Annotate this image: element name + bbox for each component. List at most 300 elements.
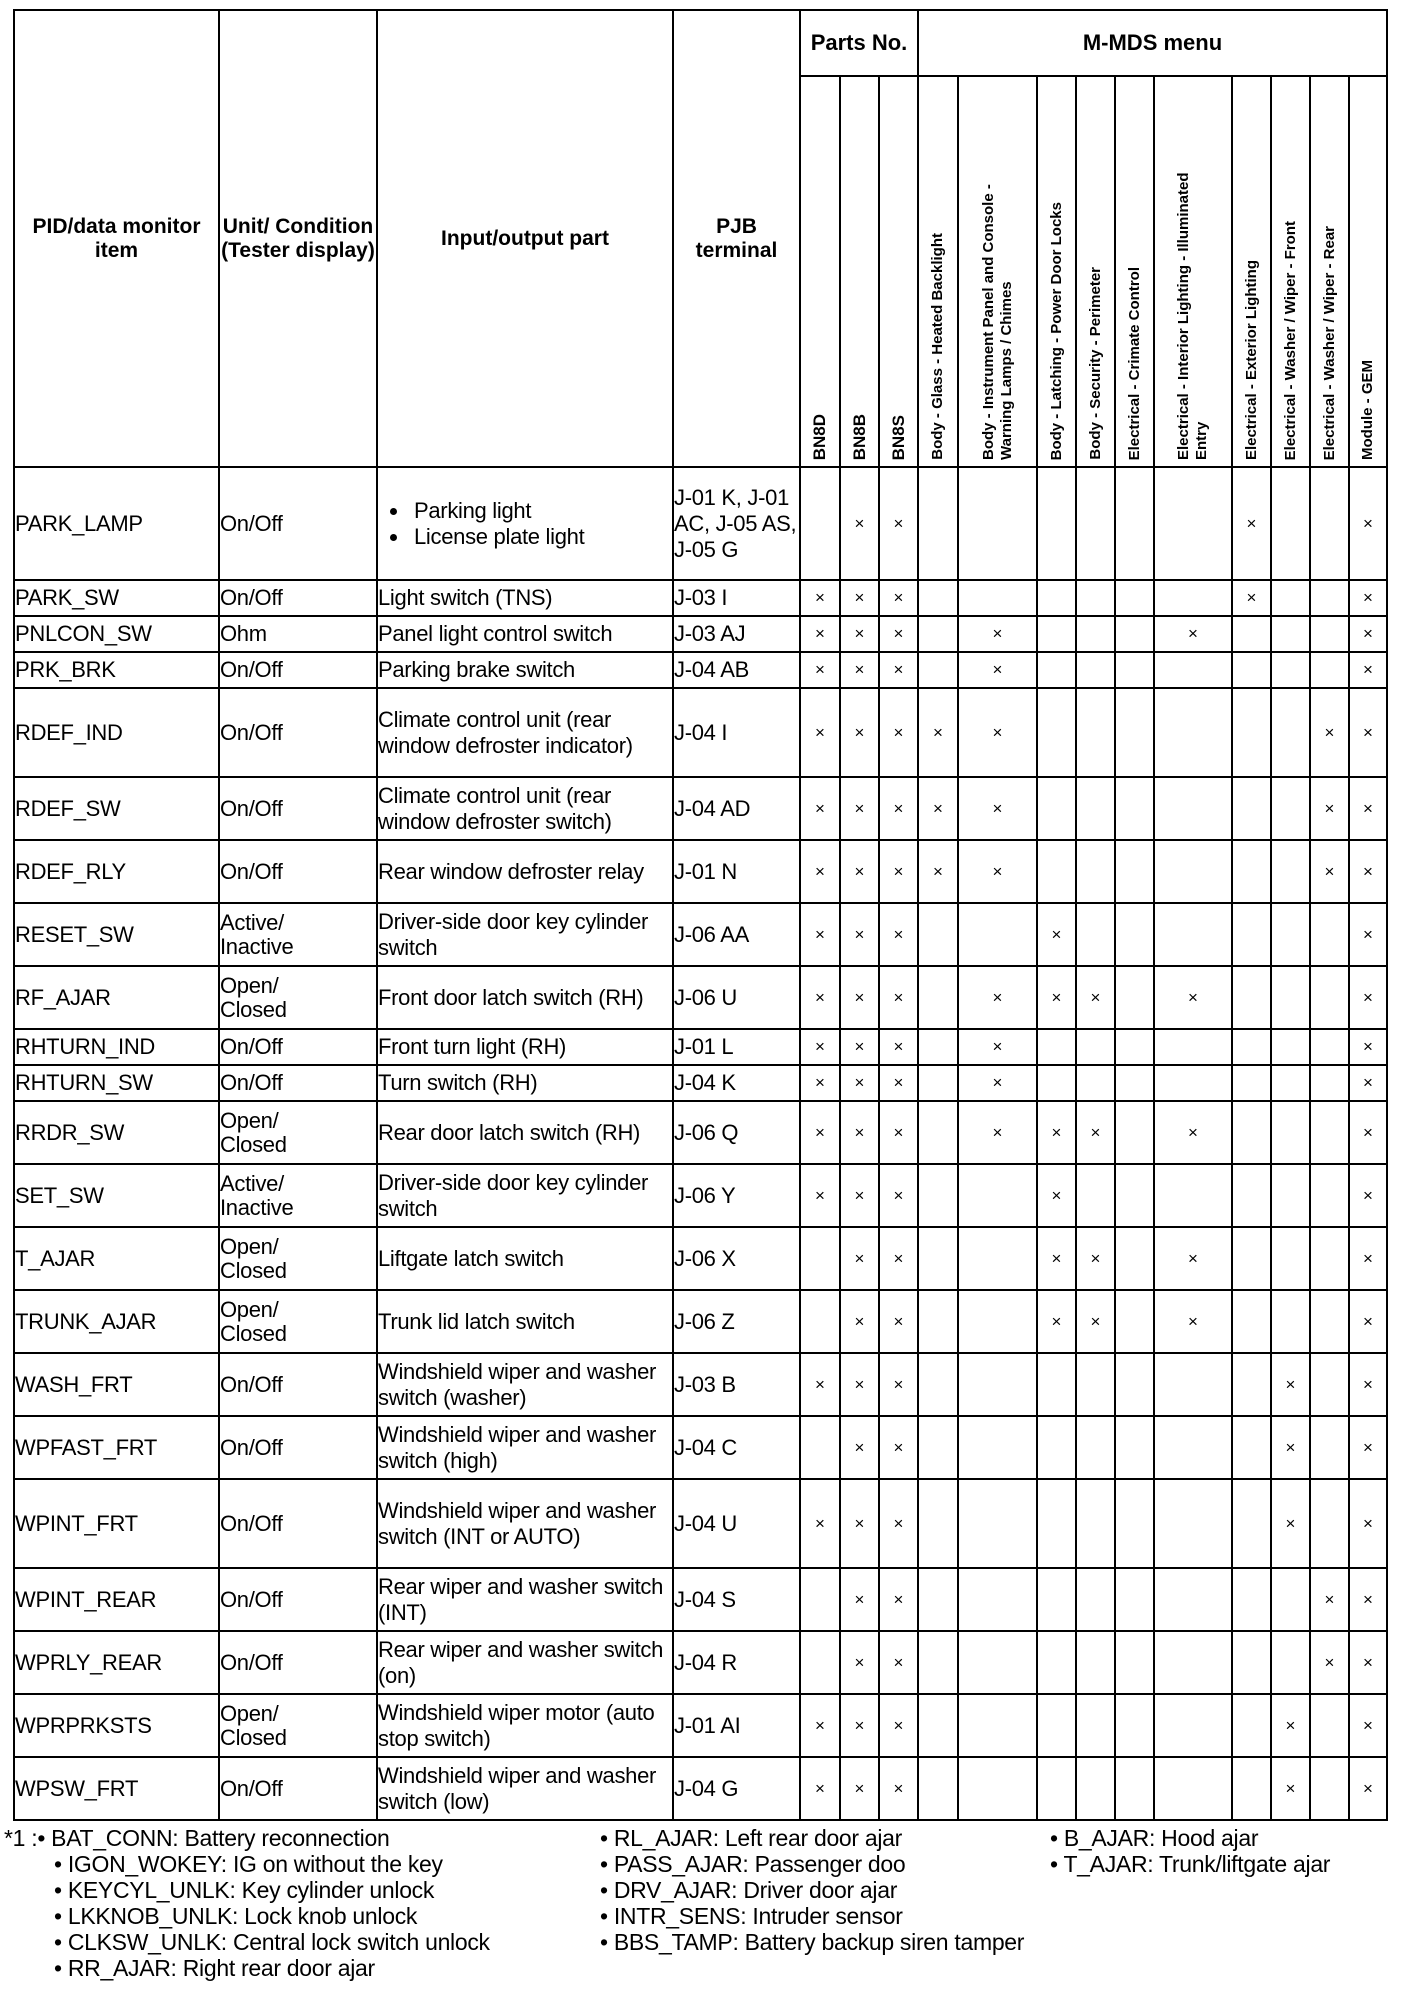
empty-cell (1232, 1568, 1271, 1631)
col-header-pid: PID/data monitor item (14, 10, 219, 467)
cell-part (377, 1694, 673, 1757)
part-text: Liftgate latch switch (378, 1245, 564, 1271)
table-row (14, 1065, 1387, 1101)
empty-cell (1076, 1416, 1115, 1479)
empty-cell (958, 467, 1037, 580)
cell-pjb: J-06 Q (673, 1101, 800, 1164)
mark-x-icon: × (800, 966, 840, 1029)
empty-cell (1310, 903, 1349, 966)
empty-cell (1115, 966, 1154, 1029)
cell-pjb: J-04 U (673, 1479, 800, 1568)
cell-part (377, 1290, 673, 1353)
pid-monitor-table-page (13, 9, 1388, 1821)
empty-cell (1232, 777, 1271, 840)
empty-cell (1115, 1164, 1154, 1227)
empty-cell (1115, 580, 1154, 616)
empty-cell (1076, 1631, 1115, 1694)
bullet-icon: • (54, 1851, 68, 1877)
cell-unit: Open/ Closed (219, 1290, 377, 1353)
mark-x-icon: × (879, 652, 918, 688)
cell-part (377, 1164, 673, 1227)
cell-pid: WPINT_REAR (14, 1568, 219, 1631)
empty-cell (1076, 616, 1115, 652)
empty-cell (1232, 1290, 1271, 1353)
mark-x-icon: × (879, 467, 918, 580)
cell-pjb: J-01 K, J-01 AC, J-05 AS, J-05 G (673, 467, 800, 580)
empty-cell (958, 1290, 1037, 1353)
cell-pid: RESET_SW (14, 903, 219, 966)
mark-x-icon: × (800, 616, 840, 652)
mark-x-icon: × (1154, 1101, 1232, 1164)
col-header-unit: Unit/ Condition (Tester display) (219, 10, 377, 467)
empty-cell (1076, 580, 1115, 616)
cell-unit: On/Off (219, 777, 377, 840)
cell-unit: On/Off (219, 467, 377, 580)
empty-cell (918, 1416, 958, 1479)
mark-x-icon: × (879, 616, 918, 652)
empty-cell (1076, 777, 1115, 840)
mark-x-icon: × (840, 1164, 879, 1227)
mark-x-icon: × (1154, 616, 1232, 652)
empty-cell (1115, 1757, 1154, 1820)
cell-pjb: J-03 AJ (673, 616, 800, 652)
empty-cell (1154, 467, 1232, 580)
empty-cell (1310, 1101, 1349, 1164)
empty-cell (1154, 840, 1232, 903)
empty-cell (1115, 652, 1154, 688)
mark-x-icon: × (879, 1631, 918, 1694)
empty-cell (1271, 1568, 1310, 1631)
empty-cell (918, 1164, 958, 1227)
cell-part (377, 616, 673, 652)
empty-cell (1154, 1568, 1232, 1631)
mark-x-icon: × (1232, 580, 1271, 616)
empty-cell (1154, 1065, 1232, 1101)
part-text: Windshield wiper motor (auto stop switch) (378, 1699, 655, 1751)
table-row (14, 1353, 1387, 1416)
cell-unit: Open/ Closed (219, 966, 377, 1029)
cell-part (377, 1353, 673, 1416)
empty-cell (1037, 1416, 1076, 1479)
table-row (14, 1101, 1387, 1164)
bullet-icon: • (1050, 1825, 1064, 1851)
empty-cell (1310, 467, 1349, 580)
empty-cell (1076, 467, 1115, 580)
mark-x-icon: × (800, 688, 840, 777)
cell-part (377, 840, 673, 903)
empty-cell (1310, 1227, 1349, 1290)
mark-x-icon: × (800, 652, 840, 688)
empty-cell (1154, 1631, 1232, 1694)
empty-cell (1232, 840, 1271, 903)
table-body (14, 467, 1387, 1820)
mark-x-icon: × (958, 1065, 1037, 1101)
mark-x-icon: × (800, 840, 840, 903)
mark-x-icon: × (958, 688, 1037, 777)
empty-cell (1037, 652, 1076, 688)
mark-x-icon: × (1349, 840, 1387, 903)
cell-unit: Open/ Closed (219, 1101, 377, 1164)
empty-cell (958, 1631, 1037, 1694)
mark-x-icon: × (1271, 1694, 1310, 1757)
empty-cell (958, 1416, 1037, 1479)
mark-x-icon: × (958, 777, 1037, 840)
cell-pid: RF_AJAR (14, 966, 219, 1029)
cell-unit: Active/ Inactive (219, 1164, 377, 1227)
cell-pid: RDEF_SW (14, 777, 219, 840)
empty-cell (1232, 1694, 1271, 1757)
empty-cell (1271, 777, 1310, 840)
mark-x-icon: × (1310, 1631, 1349, 1694)
mark-x-icon: × (800, 1164, 840, 1227)
part-text: Climate control unit (rear window defroster switch) (378, 782, 612, 834)
col-header-label: Electrical - Interior Lighting - Illuminated Entry (1175, 172, 1210, 460)
empty-cell (1310, 580, 1349, 616)
empty-cell (1310, 966, 1349, 1029)
cell-pid: WPSW_FRT (14, 1757, 219, 1820)
mark-x-icon: × (1349, 580, 1387, 616)
mark-x-icon: × (800, 1065, 840, 1101)
empty-cell (1271, 1227, 1310, 1290)
mark-x-icon: × (840, 580, 879, 616)
mark-x-icon: × (840, 777, 879, 840)
bullet-icon: • (600, 1851, 614, 1877)
empty-cell (918, 1479, 958, 1568)
cell-pid: PRK_BRK (14, 652, 219, 688)
empty-cell (1115, 1065, 1154, 1101)
mark-x-icon: × (1310, 840, 1349, 903)
col-header-label: Body - Latching - Power Door Locks (1047, 201, 1065, 460)
mark-x-icon: × (840, 1227, 879, 1290)
empty-cell (1115, 1416, 1154, 1479)
bullet-icon: • (54, 1903, 68, 1929)
cell-pid: PARK_LAMP (14, 467, 219, 580)
bullet-icon: • (54, 1955, 68, 1981)
mark-x-icon: × (1349, 777, 1387, 840)
part-text: Turn switch (RH) (378, 1070, 538, 1095)
mark-x-icon: × (1349, 616, 1387, 652)
empty-cell (958, 1227, 1037, 1290)
mark-x-icon: × (879, 1065, 918, 1101)
footnote-item: CLKSW_UNLK: Central lock switch unlock (67, 1929, 490, 1955)
cell-pjb: J-06 Z (673, 1290, 800, 1353)
col-header-mmds-8 (1310, 76, 1349, 467)
empty-cell (918, 467, 958, 580)
empty-cell (1154, 777, 1232, 840)
empty-cell (1271, 966, 1310, 1029)
mark-x-icon: × (879, 688, 918, 777)
empty-cell (1232, 1416, 1271, 1479)
cell-pjb: J-04 C (673, 1416, 800, 1479)
col-header-parts-no-2 (879, 76, 918, 467)
mark-x-icon: × (1037, 903, 1076, 966)
cell-unit: On/Off (219, 840, 377, 903)
table-row (14, 1290, 1387, 1353)
mark-x-icon: × (1310, 777, 1349, 840)
col-header-label: Electrical - Washer / Wiper - Front (1281, 220, 1299, 460)
empty-cell (1154, 1757, 1232, 1820)
empty-cell (1037, 777, 1076, 840)
empty-cell (1232, 903, 1271, 966)
empty-cell (958, 1757, 1037, 1820)
mark-x-icon: × (958, 616, 1037, 652)
empty-cell (1232, 1065, 1271, 1101)
mark-x-icon: × (879, 1029, 918, 1065)
empty-cell (1271, 580, 1310, 616)
empty-cell (918, 1631, 958, 1694)
cell-part (377, 1227, 673, 1290)
empty-cell (1154, 688, 1232, 777)
table-row (14, 1694, 1387, 1757)
cell-unit: Ohm (219, 616, 377, 652)
mark-x-icon: × (800, 1353, 840, 1416)
col-header-label: Body - Glass - Heated Backlight (929, 233, 946, 460)
col-header-label: Electrical - Crimate Control (1125, 266, 1143, 460)
mark-x-icon: × (1037, 1101, 1076, 1164)
col-header-parts-no-0 (800, 76, 840, 467)
footnote-item: IGON_WOKEY: IG on without the key (67, 1851, 443, 1877)
empty-cell (918, 616, 958, 652)
col-header-mmds-3 (1076, 76, 1115, 467)
empty-cell (1310, 1694, 1349, 1757)
part-list (378, 498, 672, 550)
mark-x-icon: × (840, 1029, 879, 1065)
cell-pjb: J-04 S (673, 1568, 800, 1631)
empty-cell (1310, 1290, 1349, 1353)
cell-pid: T_AJAR (14, 1227, 219, 1290)
empty-cell (1115, 616, 1154, 652)
col-header-pjb: PJB terminal (673, 10, 800, 467)
part-text: Rear wiper and washer switch (on) (378, 1636, 664, 1688)
cell-pid: WASH_FRT (14, 1353, 219, 1416)
mark-x-icon: × (1349, 1101, 1387, 1164)
mark-x-icon: × (840, 1416, 879, 1479)
footnote-item: B_AJAR: Hood ajar (1063, 1825, 1259, 1851)
col-header-mmds-9 (1349, 76, 1387, 467)
col-header-label: Module - GEM (1359, 360, 1376, 460)
part-text: Rear door latch switch (RH) (378, 1119, 641, 1145)
mark-x-icon: × (1037, 1227, 1076, 1290)
mark-x-icon: × (879, 1416, 918, 1479)
col-header-mmds-2 (1037, 76, 1076, 467)
mark-x-icon: × (1076, 1227, 1115, 1290)
empty-cell (1076, 1065, 1115, 1101)
empty-cell (1037, 1029, 1076, 1065)
empty-cell (1076, 1164, 1115, 1227)
cell-pid: RDEF_IND (14, 688, 219, 777)
empty-cell (1037, 1479, 1076, 1568)
cell-part (377, 777, 673, 840)
footnote-col-1 (4, 1825, 490, 1981)
mark-x-icon: × (879, 1164, 918, 1227)
empty-cell (1037, 580, 1076, 616)
part-text: Parking brake switch (378, 657, 575, 682)
col-header-mmds-6 (1232, 76, 1271, 467)
table-row (14, 777, 1387, 840)
mark-x-icon: × (1154, 1227, 1232, 1290)
empty-cell (1232, 1631, 1271, 1694)
empty-cell (1271, 688, 1310, 777)
mark-x-icon: × (879, 1479, 918, 1568)
empty-cell (1154, 580, 1232, 616)
mark-x-icon: × (1076, 1101, 1115, 1164)
cell-pjb: J-04 R (673, 1631, 800, 1694)
empty-cell (1037, 1353, 1076, 1416)
empty-cell (918, 1290, 958, 1353)
cell-part (377, 903, 673, 966)
empty-cell (800, 1290, 840, 1353)
cell-unit: Open/ Closed (219, 1227, 377, 1290)
empty-cell (1076, 903, 1115, 966)
cell-pjb: J-04 AB (673, 652, 800, 688)
table-row (14, 1164, 1387, 1227)
footnote-item: INTR_SENS: Intruder sensor (613, 1903, 903, 1929)
cell-pid: WPRLY_REAR (14, 1631, 219, 1694)
mark-x-icon: × (879, 1568, 918, 1631)
mark-x-icon: × (800, 1101, 840, 1164)
cell-part (377, 1757, 673, 1820)
empty-cell (1115, 467, 1154, 580)
empty-cell (1076, 652, 1115, 688)
footnote-item: BAT_CONN: Battery reconnection (51, 1825, 390, 1851)
cell-pid: WPFAST_FRT (14, 1416, 219, 1479)
empty-cell (1232, 1164, 1271, 1227)
footnote-col-3 (1050, 1825, 1330, 1877)
mark-x-icon: × (800, 1029, 840, 1065)
empty-cell (958, 1694, 1037, 1757)
table-row (14, 1757, 1387, 1820)
empty-cell (1037, 1631, 1076, 1694)
empty-cell (1232, 616, 1271, 652)
bullet-icon: • (600, 1877, 614, 1903)
table-row (14, 1227, 1387, 1290)
empty-cell (1271, 1065, 1310, 1101)
cell-pjb: J-06 X (673, 1227, 800, 1290)
cell-pid: SET_SW (14, 1164, 219, 1227)
mark-x-icon: × (800, 1479, 840, 1568)
mark-x-icon: × (958, 1101, 1037, 1164)
mark-x-icon: × (1037, 1164, 1076, 1227)
empty-cell (1115, 1479, 1154, 1568)
cell-part (377, 1065, 673, 1101)
cell-unit: On/Off (219, 652, 377, 688)
footnote-item: RL_AJAR: Left rear door ajar (613, 1825, 903, 1851)
col-header-label: BN8S (888, 414, 908, 460)
part-text: Climate control unit (rear window defroster indicator) (378, 706, 633, 758)
empty-cell (800, 1416, 840, 1479)
cell-part (377, 580, 673, 616)
empty-cell (1037, 1065, 1076, 1101)
mark-x-icon: × (840, 1101, 879, 1164)
cell-part (377, 1416, 673, 1479)
mark-x-icon: × (1349, 1757, 1387, 1820)
empty-cell (1154, 652, 1232, 688)
part-text: Front door latch switch (RH) (378, 984, 644, 1010)
mark-x-icon: × (879, 840, 918, 903)
cell-unit: Open/ Closed (219, 1694, 377, 1757)
empty-cell (958, 1568, 1037, 1631)
mark-x-icon: × (879, 580, 918, 616)
cell-unit: On/Off (219, 1568, 377, 1631)
cell-pid: WPRPRKSTS (14, 1694, 219, 1757)
empty-cell (1310, 1757, 1349, 1820)
table-row (14, 1479, 1387, 1568)
col-header-label: Electrical - Washer / Wiper - Rear (1320, 225, 1338, 460)
footnote-marker: *1 : (4, 1825, 38, 1851)
mark-x-icon: × (879, 1353, 918, 1416)
mark-x-icon: × (800, 903, 840, 966)
mark-x-icon: × (1349, 1568, 1387, 1631)
empty-cell (1271, 840, 1310, 903)
mark-x-icon: × (1349, 1164, 1387, 1227)
cell-pjb: J-04 K (673, 1065, 800, 1101)
empty-cell (918, 580, 958, 616)
empty-cell (918, 966, 958, 1029)
mark-x-icon: × (1349, 1029, 1387, 1065)
cell-pid: TRUNK_AJAR (14, 1290, 219, 1353)
mark-x-icon: × (1349, 1694, 1387, 1757)
mark-x-icon: × (840, 1353, 879, 1416)
empty-cell (1232, 688, 1271, 777)
mark-x-icon: × (879, 966, 918, 1029)
empty-cell (1154, 1694, 1232, 1757)
mark-x-icon: × (840, 1479, 879, 1568)
empty-cell (1310, 1479, 1349, 1568)
empty-cell (1154, 1029, 1232, 1065)
col-header-mmds-menu: M-MDS menu (918, 10, 1387, 76)
mark-x-icon: × (840, 1065, 879, 1101)
empty-cell (918, 1694, 958, 1757)
empty-cell (1310, 1065, 1349, 1101)
mark-x-icon: × (800, 1694, 840, 1757)
cell-pjb: J-06 U (673, 966, 800, 1029)
mark-x-icon: × (1037, 966, 1076, 1029)
empty-cell (1115, 1694, 1154, 1757)
mark-x-icon: × (879, 1101, 918, 1164)
bullet-icon: • (600, 1929, 614, 1955)
mark-x-icon: × (1310, 688, 1349, 777)
empty-cell (918, 1568, 958, 1631)
cell-part (377, 688, 673, 777)
part-text: Windshield wiper and washer switch (INT or AUTO) (378, 1497, 657, 1549)
empty-cell (1232, 1479, 1271, 1568)
mark-x-icon: × (1349, 688, 1387, 777)
footnote-item: T_AJAR: Trunk/liftgate ajar (1063, 1851, 1331, 1877)
mark-x-icon: × (1271, 1757, 1310, 1820)
mark-x-icon: × (1232, 467, 1271, 580)
mark-x-icon: × (1349, 1353, 1387, 1416)
empty-cell (1076, 1568, 1115, 1631)
part-text: Driver-side door key cylinder switch (378, 908, 649, 960)
col-header-mmds-7 (1271, 76, 1310, 467)
empty-cell (1232, 1353, 1271, 1416)
mark-x-icon: × (840, 903, 879, 966)
empty-cell (800, 1631, 840, 1694)
cell-pjb: J-04 AD (673, 777, 800, 840)
empty-cell (1037, 840, 1076, 903)
mark-x-icon: × (1076, 1290, 1115, 1353)
empty-cell (958, 1164, 1037, 1227)
mark-x-icon: × (1271, 1353, 1310, 1416)
mark-x-icon: × (1271, 1416, 1310, 1479)
mark-x-icon: × (1349, 966, 1387, 1029)
empty-cell (1115, 1101, 1154, 1164)
cell-unit: On/Off (219, 1757, 377, 1820)
mark-x-icon: × (840, 1757, 879, 1820)
cell-pjb: J-04 I (673, 688, 800, 777)
bullet-icon: • (600, 1825, 614, 1851)
col-header-label: Body - Security - Perimeter (1086, 267, 1104, 460)
